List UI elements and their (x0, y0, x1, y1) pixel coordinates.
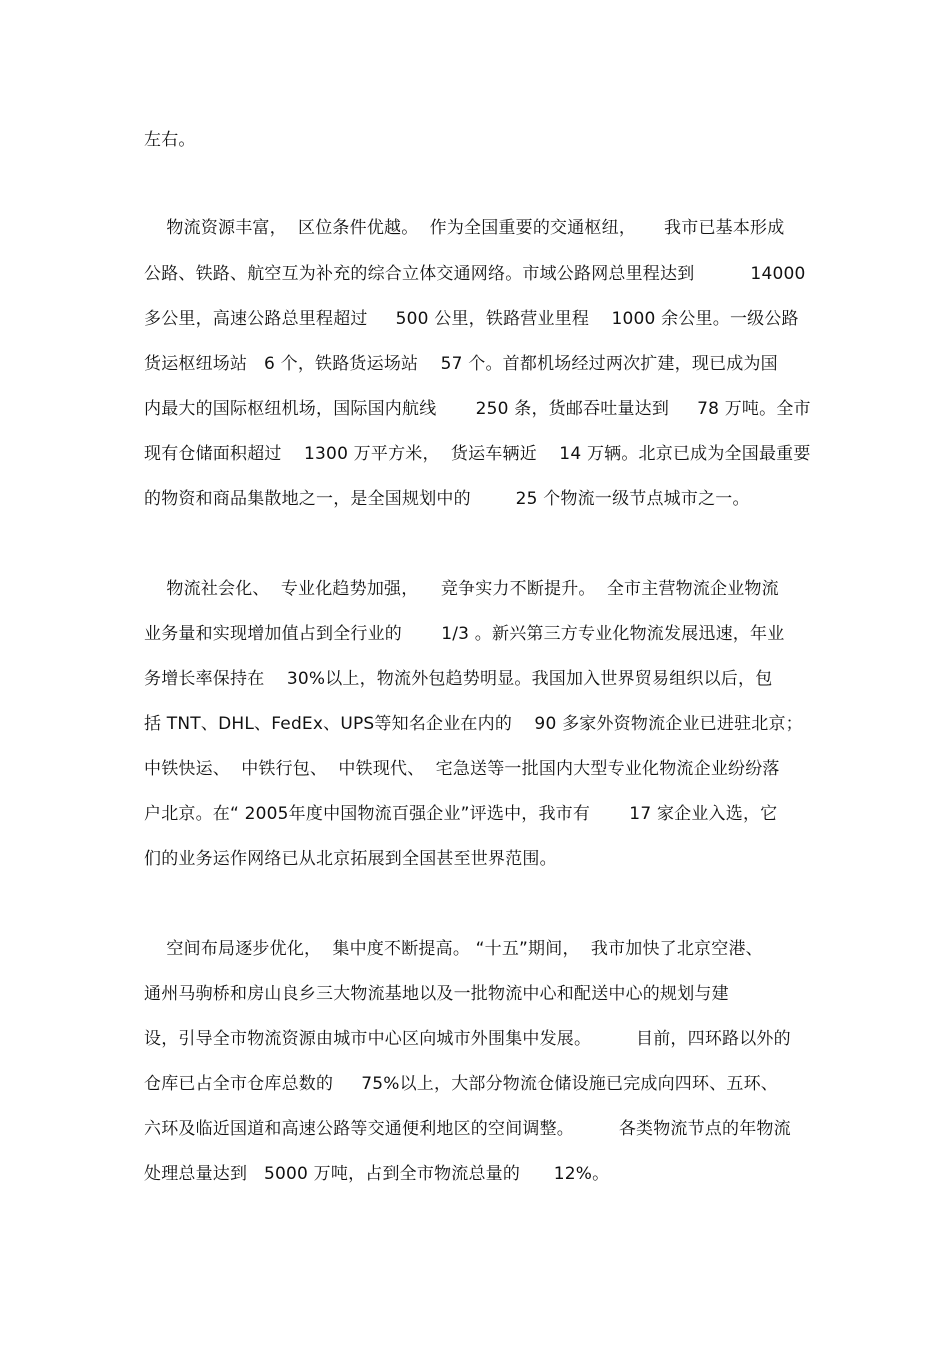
text-line: 户北京。在“ 2005年度中国物流百强企业”评选中，我市有 17 家企业入选，它 (144, 804, 778, 824)
text-line: 的物资和商品集散地之一，是全国规划中的 25 个物流一级节点城市之一。 (144, 489, 750, 509)
text-line: 们的业务运作网络已从北京拓展到全国甚至世界范围。 (144, 849, 557, 869)
text-line: 公路、铁路、航空互为补充的综合立体交通网络。市域公路网总里程达到 14000 (144, 264, 806, 284)
text-line: 务增长率保持在 30%以上，物流外包趋势明显。我国加入世界贸易组织以后，包 (144, 669, 773, 689)
text-line: 六环及临近国道和高速公路等交通便利地区的空间调整。 各类物流节点的年物流 (144, 1119, 791, 1139)
text-line: 括 TNT、DHL、FedEx、UPS等知名企业在内的 90 多家外资物流企业已进驻北京； (144, 714, 803, 734)
text-line: 仓库已占全市仓库总数的 75%以上，大部分物流仓储设施已完成向四环、五环、 (144, 1074, 779, 1094)
text-line: 左右。 (144, 130, 196, 150)
text-line: 内最大的国际枢纽机场，国际国内航线 250 条，货邮吞吐量达到 78 万吨。全市 (144, 399, 811, 419)
text-line: 货运枢纽场站 6 个，铁路货运场站 57 个。首都机场经过两次扩建，现已成为国 (144, 354, 778, 374)
text-line: 设，引导全市物流资源由城市中心区向城市外围集中发展。 目前，四环路以外的 (144, 1029, 791, 1049)
text-line: 物流资源丰富， 区位条件优越。 作为全国重要的交通枢纽， 我市已基本形成 (144, 218, 785, 238)
text-line: 多公里，高速公路总里程超过 500 公里，铁路营业里程 1000 余公里。一级公路 (144, 309, 799, 329)
text-line: 中铁快运、 中铁行包、 中铁现代、 宅急送等一批国内大型专业化物流企业纷纷落 (144, 759, 780, 779)
text-line: 通州马驹桥和房山良乡三大物流基地以及一批物流中心和配送中心的规划与建 (144, 984, 729, 1004)
text-line: 物流社会化、 专业化趋势加强， 竞争实力不断提升。 全市主营物流企业物流 (144, 579, 779, 599)
text-line: 处理总量达到 5000 万吨，占到全市物流总量的 12%。 (144, 1164, 610, 1184)
text-line: 空间布局逐步优化， 集中度不断提高。 “十五”期间， 我市加快了北京空港、 (144, 939, 763, 959)
text-line: 业务量和实现增加值占到全行业的 1/3 。新兴第三方专业化物流发展迅速，年业 (144, 624, 785, 644)
text-line: 现有仓储面积超过 1300 万平方米， 货运车辆近 14 万辆。北京已成为全国最重要 (144, 444, 811, 464)
